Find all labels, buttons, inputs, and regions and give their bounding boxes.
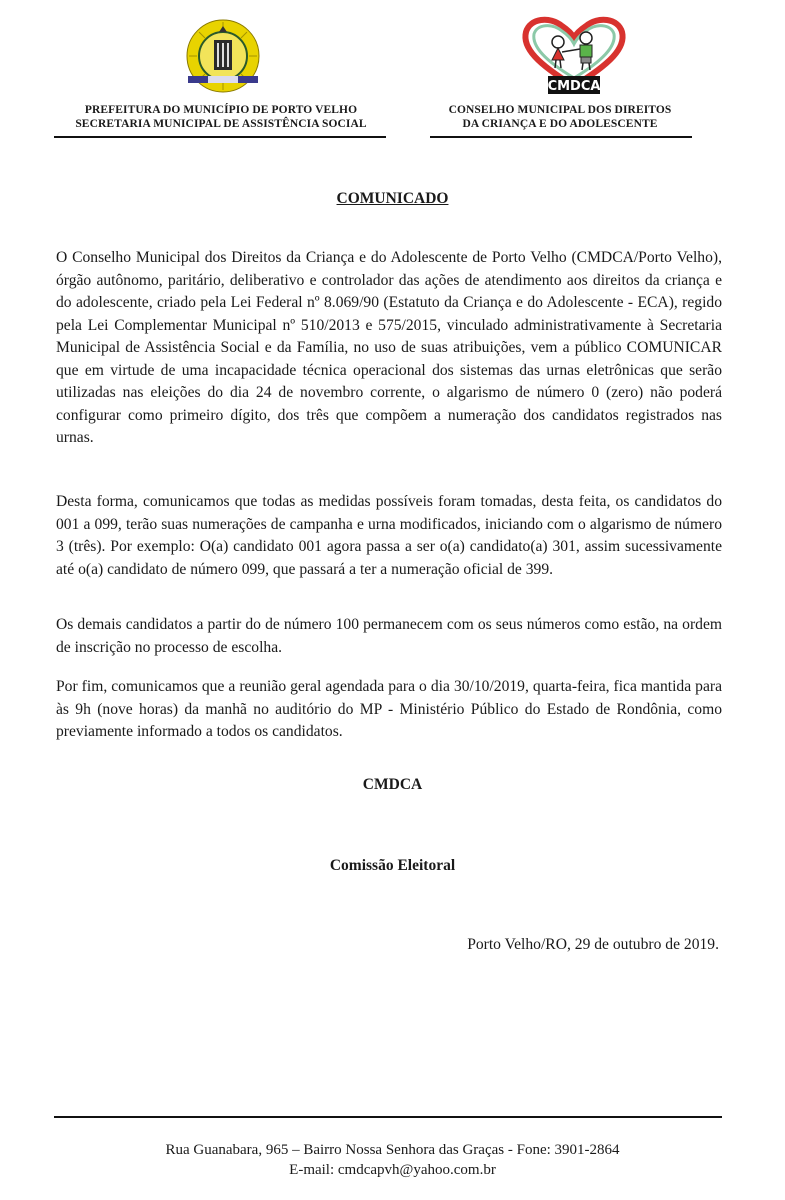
left-header-rule (54, 136, 386, 138)
cmdca-logo (518, 14, 630, 96)
document-title: COMUNICADO (336, 190, 449, 207)
footer-address: Rua Guanabara, 965 – Bairro Nossa Senhora das Graças - Fone: 3901-2864 (165, 1142, 620, 1158)
footer-email: E-mail: cmdcapvh@yahoo.com.br (289, 1162, 496, 1178)
municipal-seal-logo (178, 18, 268, 98)
right-header-text (430, 103, 690, 131)
secretaria-name: SECRETARIA MUNICIPAL DE ASSISTÊNCIA SOCIAL (75, 118, 367, 130)
crianca-adolescente: DA CRIANÇA E DO ADOLESCENTE (462, 118, 658, 130)
footer-rule (54, 1116, 722, 1118)
coat-of-arms-icon (178, 18, 268, 98)
paragraph-2: Desta forma, comunicamos que todas as medidas possíveis foram tomadas, desta feita, os candidatos do 001 a 099, terão suas numerações de campanha e urna modificados, iniciando com o algarismo de número 3 (três). Por exemplo: O(a) candidato 001 agora passa a ser o(a) candidato(a) 301, assim sucessivamente até o(a) candidato de número 099, que passará a ter a numeração oficial de 399. (56, 493, 722, 578)
left-header-text (56, 103, 386, 131)
paragraph-1: O Conselho Municipal dos Direitos da Criança e do Adolescente de Porto Velho (CMDCA/Porto Velho), órgão autônomo, paritário, deliberativo e controlador das ações de atendimento aos direitos da criança e do adolescente, criado pela Lei Federal nº 8.069/90 (Estatuto da Criança e do Adolescente - ECA), regido pela Lei Complementar Municipal nº 510/2013 e 575/2015, vinculado administrativamente à Secretaria Municipal de Assistência Social e da Família, no uso de suas atribuições, vem a público COMUNICAR que em virtude de uma incapacidade técnica operacional dos sistemas das urnas eletrônicas que serão utilizadas nas eleições do dia 24 de novembro corrente, o algarismo de número 0 (zero) não poderá configurar como primeiro dígito, dos três que compõem a numeração dos candidatos registrados nas urnas. (56, 249, 722, 446)
heart-children-icon (518, 14, 630, 96)
paragraph-4: Por fim, comunicamos que a reunião geral agendada para o dia 30/10/2019, quarta-feira, fica mantida para às 9h (nove horas) da manhã no auditório do MP - Ministério Público do Estado de Rondônia, como previamente informado a todos os candidatos. (56, 678, 722, 740)
paragraph-3: Os demais candidatos a partir do de número 100 permanecem com os seus números como estão, na ordem de inscrição no processo de escolha. (56, 616, 722, 656)
right-header-rule (430, 136, 692, 138)
conselho-name: CONSELHO MUNICIPAL DOS DIREITOS (448, 104, 672, 116)
svg-text:CMDCA: CMDCA (547, 79, 601, 94)
date-line: Porto Velho/RO, 29 de outubro de 2019. (467, 936, 719, 953)
signature-org: CMDCA (362, 776, 423, 793)
prefeitura-name: PREFEITURA DO MUNICÍPIO DE PORTO VELHO (84, 104, 358, 116)
signature-committee: Comissão Eleitoral (329, 857, 456, 874)
